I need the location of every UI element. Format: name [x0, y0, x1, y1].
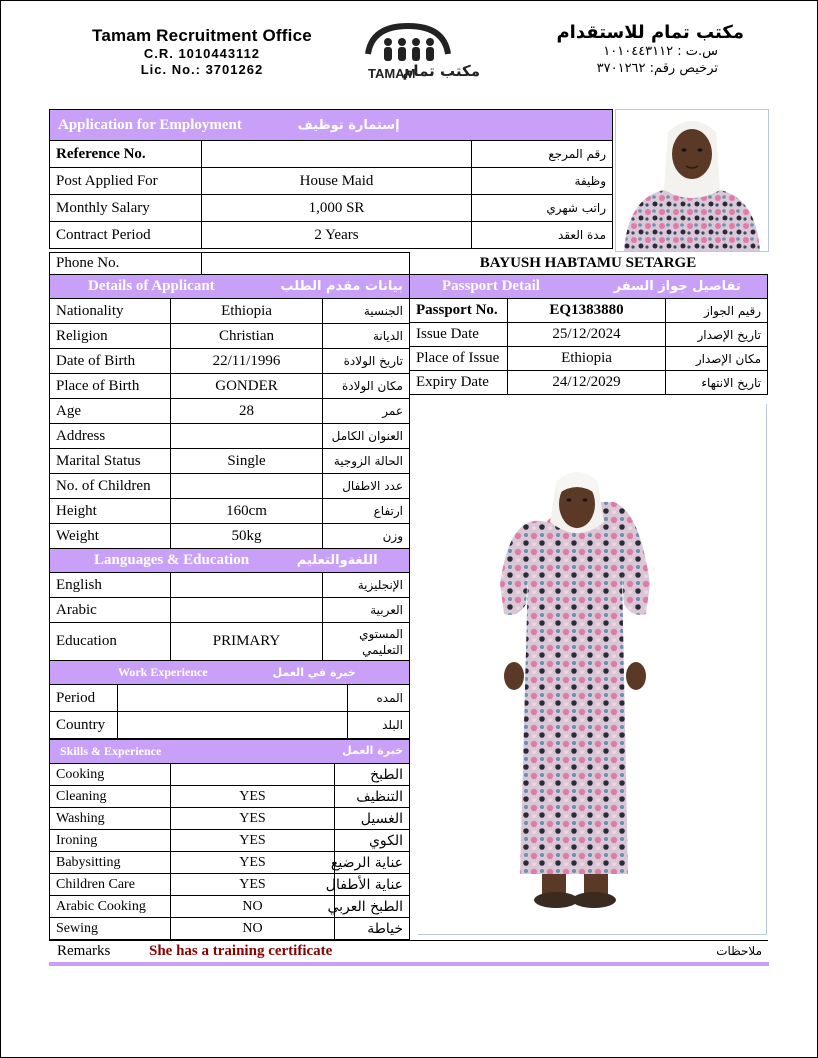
details-title-en: Details of Applicant	[88, 278, 215, 294]
row-label-ar: خياطة	[335, 918, 410, 940]
phone-label: Phone No.	[50, 253, 202, 275]
row-label: Issue Date	[410, 323, 508, 347]
row-value: 28	[171, 399, 323, 424]
row-label: Babysitting	[50, 852, 171, 874]
row-label: Arabic Cooking	[50, 896, 171, 918]
table-row	[50, 623, 410, 661]
work-title-en: Work Experience	[118, 665, 208, 679]
row-value: Single	[171, 449, 323, 474]
table-row	[50, 598, 410, 623]
table-row	[50, 374, 410, 399]
table-row	[50, 324, 410, 349]
passport-table	[409, 274, 768, 395]
table-row	[50, 474, 410, 499]
cr-number-en: C.R. 1010443112	[143, 46, 261, 61]
license-number-ar: ترخيص رقم: ٣٧٠١٢٦٢	[596, 61, 718, 76]
skills-table	[49, 739, 410, 940]
row-label: Place of Issue	[410, 347, 508, 371]
application-title-en: Application for Employment	[58, 116, 242, 133]
company-logo	[362, 20, 484, 82]
table-row	[50, 764, 410, 786]
row-value: 24/12/2029	[508, 371, 666, 395]
row-label-ar: مكان الإصدار	[666, 347, 768, 371]
details-title-ar: بيانات مقدم الطلب	[280, 279, 403, 294]
skills-title-en: Skills & Experience	[60, 744, 162, 758]
remarks-label: Remarks	[57, 943, 111, 959]
row-value: House Maid	[202, 168, 472, 195]
table-row	[50, 253, 410, 275]
row-label-ar: الطبخ	[335, 764, 410, 786]
table-row	[50, 712, 410, 739]
row-label-ar: العنوان الكامل	[323, 424, 410, 449]
row-value	[171, 573, 323, 598]
row-label-ar: ارتفاع	[323, 499, 410, 524]
table-row	[50, 874, 410, 896]
row-label: Cooking	[50, 764, 171, 786]
languages-table	[49, 548, 410, 661]
table-row	[50, 299, 410, 324]
passport-title-en: Passport Detail	[442, 278, 540, 294]
table-row	[50, 573, 410, 598]
row-value: YES	[171, 830, 335, 852]
company-name-ar: مكتب تمام للاستقدام	[556, 22, 744, 43]
row-value: NO	[171, 918, 335, 940]
application-table	[49, 109, 613, 249]
row-value: Christian	[171, 324, 323, 349]
row-label: English	[50, 573, 171, 598]
row-label-ar: الطبخ العربي	[335, 896, 410, 918]
row-value: GONDER	[171, 374, 323, 399]
company-name-en: Tamam Recruitment Office	[92, 26, 312, 45]
table-row	[410, 347, 768, 371]
table-row	[410, 371, 768, 395]
row-label-ar: رقم المرجع	[472, 141, 613, 168]
company-info-en	[92, 26, 312, 78]
row-value: YES	[171, 852, 335, 874]
table-row	[50, 349, 410, 374]
passport-title-ar: تفاصيل جواز السفر	[613, 279, 741, 294]
details-table	[49, 274, 410, 549]
table-row	[50, 168, 613, 195]
row-label-ar: وزن	[323, 524, 410, 549]
row-label-ar: تاريخ الانتهاء	[666, 371, 768, 395]
phone-table	[49, 252, 410, 275]
application-header	[50, 110, 613, 141]
table-row	[410, 323, 768, 347]
remarks-row	[49, 940, 768, 963]
row-label-ar: البلد	[348, 712, 410, 739]
phone-value	[202, 253, 410, 275]
languages-title-en: Languages & Education	[94, 552, 250, 568]
row-label-ar: عمر	[323, 399, 410, 424]
row-value: NO	[171, 896, 335, 918]
table-row	[50, 424, 410, 449]
row-value: Ethiopia	[171, 299, 323, 324]
table-row	[50, 195, 613, 222]
row-label: Ironing	[50, 830, 171, 852]
row-value: 1,000 SR	[202, 195, 472, 222]
row-label: Washing	[50, 808, 171, 830]
row-label: Height	[50, 499, 171, 524]
row-value	[202, 141, 472, 168]
row-label: Post Applied For	[50, 168, 202, 195]
languages-title-ar: اللغةوالتعليم	[296, 553, 378, 568]
row-label-ar: الجنسية	[323, 299, 410, 324]
row-value	[118, 685, 348, 712]
row-label: Nationality	[50, 299, 171, 324]
remarks-label-ar: ملاحظات	[716, 944, 762, 958]
cr-number-ar: س.ت : ١٠١٠٤٤٣١١٢	[603, 44, 718, 59]
row-label-ar: تاريخ الولادة	[323, 349, 410, 374]
row-label-ar: عناية الرضيع	[335, 852, 410, 874]
row-label: No. of Children	[50, 474, 171, 499]
row-label: Reference No.	[50, 141, 202, 168]
row-label: Country	[50, 712, 118, 739]
row-value: YES	[171, 874, 335, 896]
table-row	[50, 399, 410, 424]
table-row	[50, 141, 613, 168]
row-label: Passport No.	[410, 299, 508, 323]
row-value: YES	[171, 786, 335, 808]
row-label-ar: التنظيف	[335, 786, 410, 808]
row-label-ar: وظيفة	[472, 168, 613, 195]
row-label-ar: المده	[348, 685, 410, 712]
table-row	[50, 524, 410, 549]
table-row	[410, 299, 768, 323]
logo-text-ar: مكتب تمام	[402, 62, 480, 80]
table-row	[50, 918, 410, 940]
row-label-ar: مدة العقد	[472, 222, 613, 249]
row-label-ar: العربية	[323, 598, 410, 623]
logo-text-en: TAMAM	[368, 66, 416, 81]
table-row	[50, 786, 410, 808]
row-label: Sewing	[50, 918, 171, 940]
row-value	[118, 712, 348, 739]
row-label-ar: الديانة	[323, 324, 410, 349]
row-value: 25/12/2024	[508, 323, 666, 347]
skills-title-ar: خبرة العمل	[342, 744, 404, 757]
applicant-full-body-photo	[418, 404, 767, 935]
row-label: Cleaning	[50, 786, 171, 808]
row-label-ar: الكوي	[335, 830, 410, 852]
row-label: Age	[50, 399, 171, 424]
row-label: Arabic	[50, 598, 171, 623]
skills-header	[50, 740, 410, 764]
row-label-ar: راتب شهري	[472, 195, 613, 222]
row-label-ar: عدد الاطفال	[323, 474, 410, 499]
work-title-ar: خبرة في العمل	[272, 666, 356, 679]
row-value	[171, 424, 323, 449]
passport-number: EQ1383880	[508, 299, 666, 323]
row-label: Place of Birth	[50, 374, 171, 399]
row-value	[171, 474, 323, 499]
table-row	[50, 222, 613, 249]
row-label-ar: عناية الأطفال	[335, 874, 410, 896]
row-value: 50kg	[171, 524, 323, 549]
row-value: 2 Years	[202, 222, 472, 249]
table-row	[50, 685, 410, 712]
row-label-ar: الغسيل	[335, 808, 410, 830]
row-value	[171, 598, 323, 623]
details-header	[50, 275, 410, 299]
license-number-en: Lic. No.: 3701262	[140, 62, 264, 77]
row-value	[171, 764, 335, 786]
work-experience-table	[49, 660, 410, 739]
company-info-ar	[556, 22, 744, 77]
row-label: Marital Status	[50, 449, 171, 474]
row-label: Contract Period	[50, 222, 202, 249]
row-label-ar: مكان الولادة	[323, 374, 410, 399]
application-title-ar: إستمارة توظيف	[297, 117, 400, 133]
work-experience-header	[50, 661, 410, 685]
row-label: Religion	[50, 324, 171, 349]
row-label: Date of Birth	[50, 349, 171, 374]
row-label: Monthly Salary	[50, 195, 202, 222]
table-row	[50, 852, 410, 874]
row-label: Period	[50, 685, 118, 712]
row-value: PRIMARY	[171, 623, 323, 661]
row-label-ar: المستوي التعليمي	[323, 623, 410, 661]
row-label: Address	[50, 424, 171, 449]
footer-rule	[49, 962, 769, 966]
applicant-name: BAYUSH HABTAMU SETARGE	[479, 255, 697, 271]
table-row	[50, 449, 410, 474]
applicant-portrait-photo	[615, 109, 769, 252]
row-label: Weight	[50, 524, 171, 549]
row-value: YES	[171, 808, 335, 830]
row-label: Children Care	[50, 874, 171, 896]
remarks-value: She has a training certificate	[149, 943, 333, 959]
row-label: Education	[50, 623, 171, 661]
table-row	[50, 896, 410, 918]
row-value: 22/11/1996	[171, 349, 323, 374]
table-row	[50, 499, 410, 524]
passport-header	[410, 275, 768, 299]
row-label-ar: الإنجليزية	[323, 573, 410, 598]
row-label-ar: الحالة الزوجية	[323, 449, 410, 474]
languages-header	[50, 549, 410, 573]
row-label-ar: تاريخ الإصدار	[666, 323, 768, 347]
table-row	[50, 808, 410, 830]
row-label-ar: رقيم الجواز	[666, 299, 768, 323]
row-label: Expiry Date	[410, 371, 508, 395]
row-value: 160cm	[171, 499, 323, 524]
table-row	[50, 830, 410, 852]
row-value: Ethiopia	[508, 347, 666, 371]
